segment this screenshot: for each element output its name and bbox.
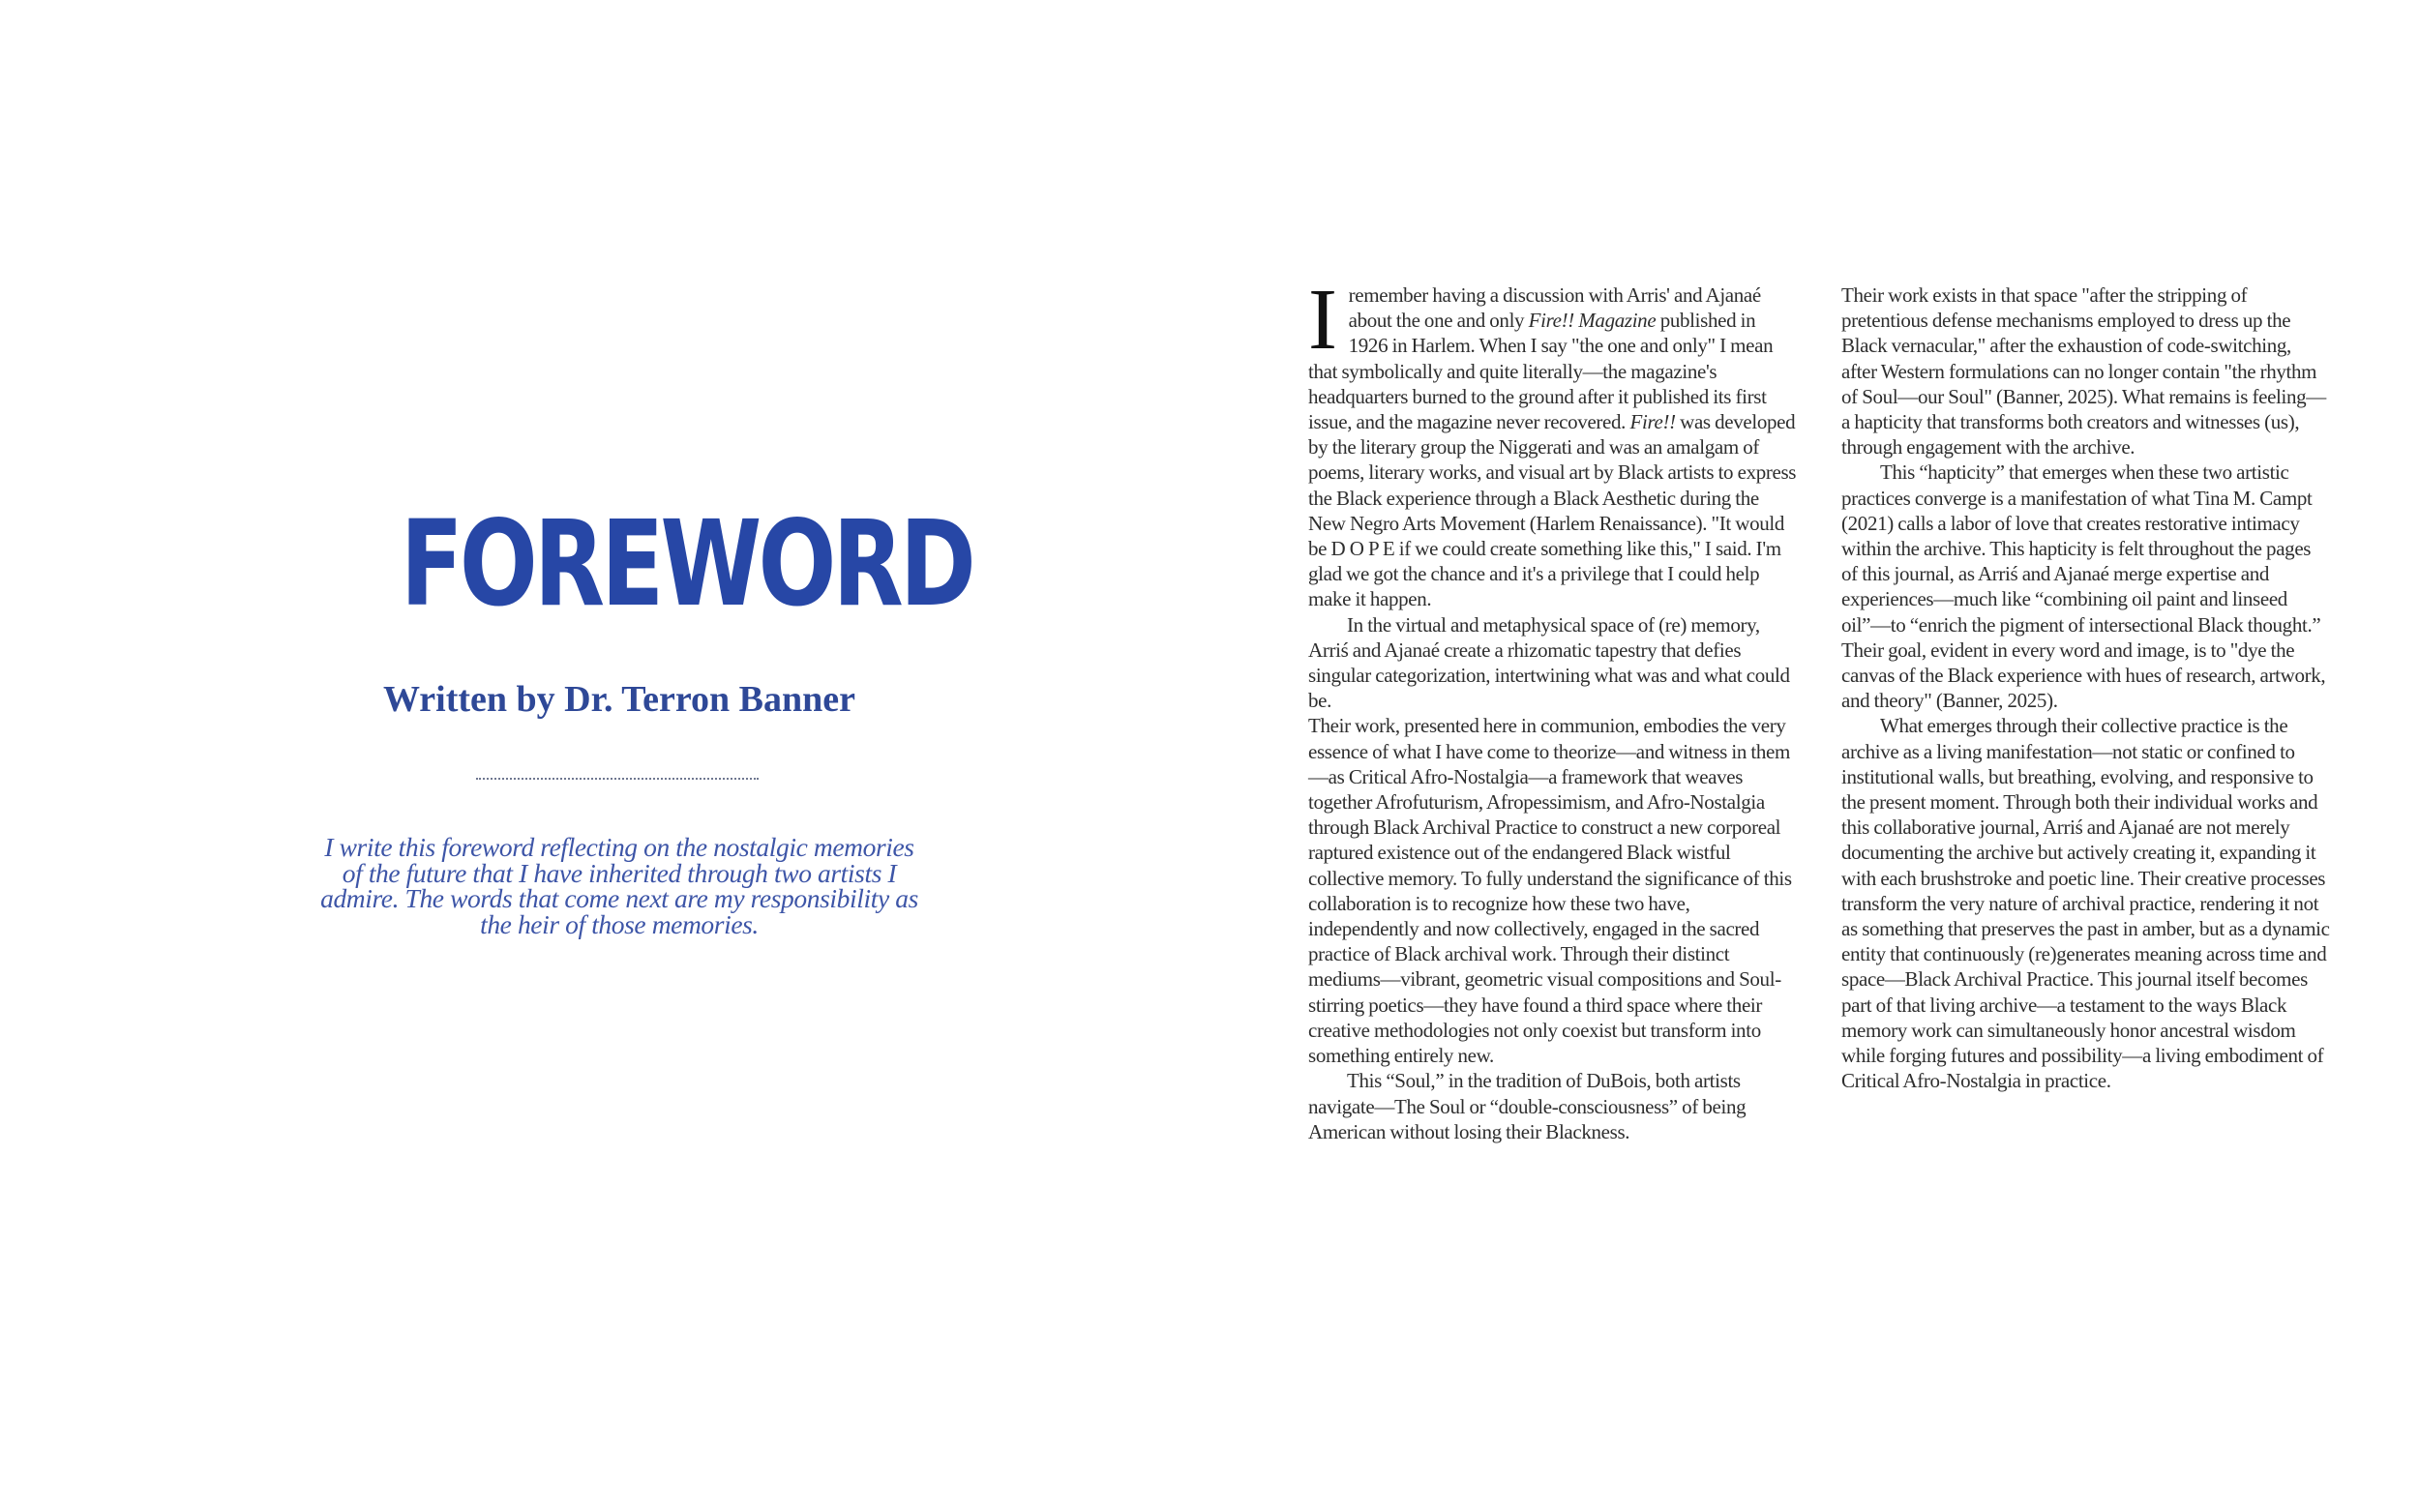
right-page	[1210, 0, 2419, 1512]
paragraph-6: This “hapticity” that emerges when these two artistic practices converge is a manifestation of what Tina M. Campt (2021) calls a labor of love that creates restorative intimacy within the archive. This hapticity is felt throughout the pages of this journal, as Arriś and Ajanaé merge expertise and experiences—much like “combining oil paint and linseed oil”—to “enrich the pigment of intersectional Black thought.” Their goal, evident in every word and image, is to "dye the canvas of the Black experience with hues of research, artwork, and theory" (Banner, 2025).	[1841, 460, 2326, 713]
drop-cap: I	[1308, 272, 1337, 368]
paragraph-3: Their work, presented here in communion, embodies the very essence of what I have come to theorize—and witness in them—as Critical Afro-Nostalgia—a framework that weaves together Afrofuturism, Afropessimism, and Afro-Nostalgia through Black Archival Practice to construct a new corporeal raptured existence out of the endangered Black wistful collective memory. To fully understand the significance of this collaboration is to recognize how these two have, independently and now collectively, engaged in the sacred practice of Black archival work. Through their distinct mediums—vibrant, geometric visual compositions and Soul-stirring poetics—they have found a third space where their creative methodologies not only coexist but transform into something entirely new.	[1308, 714, 1792, 1068]
paragraph-7: What emerges through their collective practice is the archive as a living manifestation—not static or confined to institutional walls, but breathing, evolving, and responsive to the present moment. Through both their individual works and this collaborative journal, Arriś and Ajanaé are not merely documenting the archive but actively creating it, expanding it with each brushstroke and poetic line. Their creative processes transform the very nature of archival practice, rendering it not as something that preserves the past in amber, but as a dynamic entity that continuously (re)generates meaning across time and space—Black Archival Practice. This journal itself becomes part of that living archive—a testament to the ways Black memory work can simultaneously honor ancestral wisdom while forging futures and possibility—a living embodiment of Critical Afro-Nostalgia in practice.	[1841, 714, 2330, 1093]
paragraph-4: This “Soul,” in the tradition of DuBois, both artists navigate—The Soul or “double-consciousness” of being American without losing their Blackness.	[1308, 1069, 1747, 1143]
paragraph-1-text-b: published in 1926 in Harlem. When I say "the one and only" I mean that symbolically and quite literally—the magazine's headquarters burned to the ground after it published its first issue, and the magazine never recovered.	[1308, 309, 1774, 434]
text-column-2	[1841, 282, 2330, 1094]
dotted-divider	[476, 778, 759, 780]
intro-quote: I write this foreword reflecting on the nostalgic memories of the future that I have inherited through two artists I admire. The words that come next are my responsibility as the heir of those memories.	[320, 832, 918, 939]
magazine-name-italic: Fire!!	[1629, 410, 1676, 434]
paragraph-1-text-a: remember having a discussion with Arris' and Ajanaé about the one and only	[1348, 283, 1761, 333]
page-title: FOREWORD	[400, 495, 972, 633]
author-byline: Written by Dr. Terron Banner	[382, 679, 856, 720]
paragraph-2: In the virtual and metaphysical space of (re) memory, Arriś and Ajanaé create a rhizomatic tapestry that defies singular categorization, intertwining what was and what could be.	[1308, 612, 1790, 713]
paragraph-1	[1308, 272, 1797, 612]
magazine-title-italic: Fire!! Magazine	[1528, 309, 1657, 333]
text-column-1	[1308, 272, 1797, 1144]
paragraph-5: Their work exists in that space "after the stripping of pretentious defense mechanisms employed to dress up the Black vernacular," after the exhaustion of code-switching, after Western formulations can no longer contain "the rhythm of Soul—our Soul" (Banner, 2025). What remains is feeling—a hapticity that transforms both creators and witnesses (us), through engagement with the archive.	[1841, 283, 2326, 460]
paragraph-1-text-c: was developed by the literary group the Niggerati and was an amalgam of poems, literary works, and visual art by Black artists to express the Black experience through a Black Aesthetic during the New Negro Arts Movement (Harlem Renaissance). "It would be D O P E if we could create something like this," I said. I'm glad we got the chance and it's a privilege that I could help make it happen.	[1308, 410, 1797, 611]
